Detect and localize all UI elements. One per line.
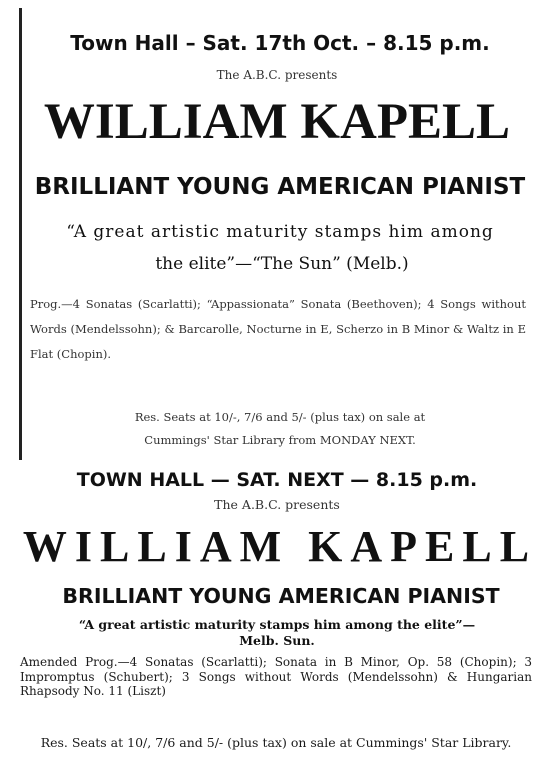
tagline: BRILLIANT YOUNG AMERICAN PIANIST bbox=[34, 174, 526, 200]
venue-line: Town Hall – Sat. 17th Oct. – 8.15 p.m. bbox=[70, 31, 490, 55]
artist-name: WILLIAM KAPELL bbox=[22, 522, 538, 571]
advertisement-2 bbox=[0, 460, 554, 783]
presenter-line: The A.B.C. presents bbox=[214, 497, 340, 512]
venue-line: TOWN HALL — SAT. NEXT — 8.15 p.m. bbox=[76, 469, 478, 491]
seats-line-2: Cummings' Star Library from MONDAY NEXT. bbox=[144, 433, 416, 447]
seats-text: Res. Seats at 10/, 7/6 and 5/- (plus tax) on sale at Cummings' Star Library. bbox=[40, 735, 512, 750]
quote-line-1: “A great artistic maturity stamps him among the elite”— bbox=[78, 617, 476, 632]
tagline: BRILLIANT YOUNG AMERICAN PIANIST bbox=[62, 584, 500, 608]
quote-line-2: the elite”—“The Sun” (Melb.) bbox=[155, 254, 409, 274]
seats-line-1: Res. Seats at 10/-, 7/6 and 5/- (plus tax) on sale at bbox=[134, 410, 426, 424]
program-text: Amended Prog.—4 Sonatas (Scarlatti); Sonata in B Minor, Op. 58 (Chopin); 3 Impromptus (Schubert); 3 Songs without Words (Mendelssohn) & Hungarian Rhapsody No. 11 (Liszt) bbox=[20, 655, 532, 698]
presenter-line: The A.B.C. presents bbox=[216, 68, 338, 82]
artist-name: WILLIAM KAPELL bbox=[43, 94, 511, 150]
quote-line-1: “A great artistic maturity stamps him among bbox=[66, 222, 494, 242]
program-text: Prog.—4 Sonatas (Scarlatti); “Appassionata” Sonata (Beethoven); 4 Songs without Words (Mendelssohn); & Barcarolle, Nocturne in E, Scherzo in B Minor & Waltz in E Flat (Chopin). bbox=[30, 297, 526, 361]
quote-line-2: Melb. Sun. bbox=[239, 633, 315, 648]
